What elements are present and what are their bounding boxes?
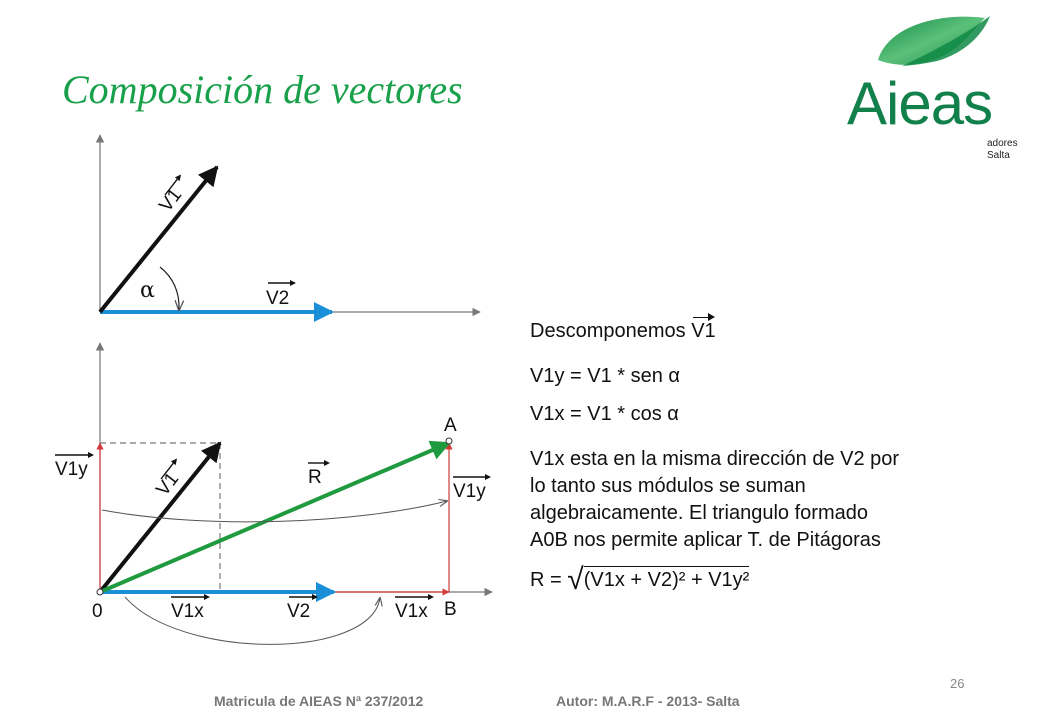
slide-title: Composición de vectores [62, 67, 463, 112]
alpha-angle-arc [160, 267, 179, 310]
v1y-left-label: V1y [55, 459, 88, 480]
sqrt-icon: √ [567, 563, 584, 596]
bottom-v2-label: V2 [287, 601, 311, 622]
v1x-1-overarrow [171, 594, 210, 600]
logo-wordmark: Aieas [847, 70, 993, 137]
resultant-r-label: R [308, 467, 322, 488]
descomponemos-vector: V1 [691, 320, 716, 342]
paragraph-line-4: A0B nos permite aplicar T. de Pitágoras [530, 529, 881, 551]
footer-autor: Autor: M.A.R.F - 2013- Salta [556, 693, 740, 709]
vector-diagram [40, 125, 510, 660]
descomponemos-line [530, 320, 716, 343]
equation-v1y: V1y = V1 * sen α [530, 365, 680, 387]
logo-subtext: adores Salta [987, 138, 1018, 161]
v1x-label-2: V1x [395, 601, 428, 622]
v1x-2-overarrow [395, 594, 434, 600]
curve-v1x-transfer [125, 597, 380, 644]
descomponemos-text: Descomponemos [530, 320, 686, 342]
v1x-label-1: V1x [171, 601, 204, 622]
paragraph-line-2: lo tanto sus módulos se suman [530, 475, 806, 497]
bottom-v2-overarrow [289, 594, 318, 600]
formula-radicand: (V1x + V2)² + V1y² [584, 566, 750, 591]
top-v1-label: V1 [155, 184, 187, 217]
aieas-logo [840, 8, 1030, 168]
point-b-label: B [444, 599, 457, 620]
v1y-right-label: V1y [453, 481, 486, 502]
pythagoras-formula [530, 563, 749, 597]
logo-leaf-icon [840, 8, 1030, 78]
top-v2-overarrow [268, 280, 296, 286]
resultant-r-overarrow [308, 460, 330, 466]
point-a-label: A [444, 415, 457, 436]
v1y-left-overarrow [55, 452, 94, 458]
bottom-v1-vector [100, 443, 220, 592]
top-v2-label: V2 [266, 288, 290, 309]
v1y-right-overarrow [453, 474, 491, 480]
formula-lhs: R = [530, 569, 562, 591]
page-number: 26 [950, 676, 965, 691]
top-v1-vector [100, 167, 217, 312]
point-origin [97, 589, 103, 595]
paragraph-line-3: algebraicamente. El triangulo formado [530, 502, 868, 524]
bottom-v1-label: V1 [152, 468, 184, 501]
equation-v1x: V1x = V1 * cos α [530, 403, 679, 425]
footer-matricula: Matricula de AIEAS Nª 237/2012 [214, 693, 424, 709]
alpha-label: α [140, 278, 155, 303]
paragraph-line-1: V1x esta en la misma dirección de V2 por [530, 448, 900, 470]
point-a [446, 438, 452, 444]
origin-label: 0 [92, 601, 103, 622]
